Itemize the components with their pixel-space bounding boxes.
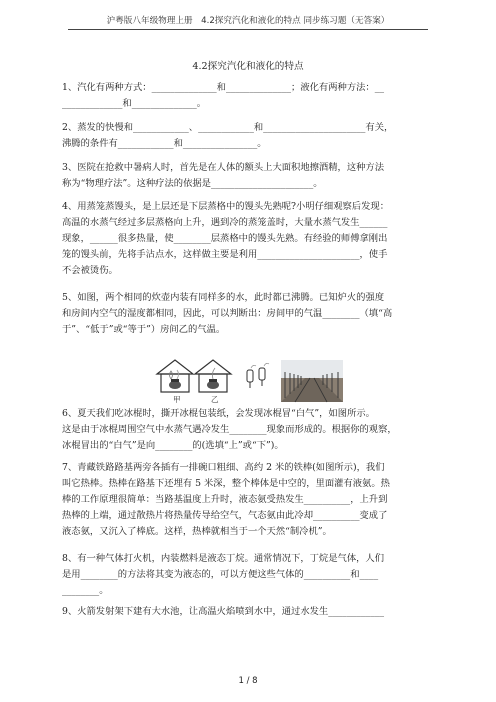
question-line: 称为“物理疗法”。这种疗法的依据是______________________。 — [62, 178, 323, 189]
question-7 — [62, 460, 430, 540]
question-4 — [62, 199, 430, 279]
question-line: 4、用蒸笼蒸馒头，是上层还是下层蒸格中的馒头先熟呢?小明仔细观察后发现： — [62, 201, 389, 212]
page-header: 沪粤版八年级物理上册 4.2探究汽化和液化的特点 同步练习题（无答案） — [106, 16, 390, 26]
question-line: 和房间内空气的湿度都相同，因此，可以判断出：房间甲的气温________（填“高 — [62, 308, 393, 319]
question-line: 6、夏天我们吃冰棍时，撕开冰棍包装纸，会发现冰棍冒“白气”，如图所示。 — [62, 408, 375, 419]
question-line: 高温的水蒸气经过多层蒸格向上升，遇到冷的蒸笼盖时，大量水蒸气发生______ — [62, 217, 388, 228]
question-1 — [62, 80, 430, 112]
question-line: 3、医院在抢救中暑病人时，首先是在人体的额头上大面积地擦酒精，这种方法 — [62, 162, 385, 173]
question-line: 热棒的上端，通过散热片将热量传导给空气，气态氨由此冷却__________变成了 — [62, 510, 388, 521]
question-5 — [62, 290, 430, 338]
question-9 — [62, 604, 430, 620]
railway-photo — [281, 360, 343, 402]
question-line: 1、汽化有两种方式：______________和______________；液化有两种方法：__ — [62, 82, 385, 93]
question-line: 是用________的方法将其变为液态的，可以方便这些气体的__________和____ — [62, 569, 379, 580]
question-line: _____________和______________。 — [62, 98, 207, 109]
page-number: 1 / 8 — [238, 676, 258, 686]
question-line: 不会被烫伤。 — [62, 265, 118, 276]
question-line: 8、有一种气体打火机，内装燃料是液态丁烷。通常情况下，丁烷是气体，人们 — [62, 553, 385, 564]
question-line: ________。 — [62, 585, 109, 596]
question-line: 液态氨，又沉入了棒底。这样，热棒就相当于一个天然“制冷机”。 — [62, 526, 332, 537]
question-line: 2、蒸发的快慢和____________、____________和______________________有关， — [62, 122, 394, 133]
question-3 — [62, 160, 430, 192]
question-8 — [62, 551, 430, 599]
figure-label-jia: 甲 — [173, 395, 181, 404]
question-line: 冰棍冒出的“白气”是向________的(选填“上”或“下”)。 — [62, 440, 284, 451]
figure-illustration — [155, 358, 345, 404]
question-line: 棒的工作原理很简单：当路基温度上升时，液态氨受热发生__________，上升到 — [62, 494, 388, 505]
question-line: 7、青藏铁路路基两旁各插有一排碗口粗细、高约 2 米的铁棒(如图所示)，我们 — [62, 462, 385, 473]
question-6 — [62, 406, 430, 454]
question-line: 于”、“低于”或“等于”）房间乙的气温。 — [62, 324, 226, 335]
house-yi-icon — [195, 360, 231, 392]
question-line: 叫它热棒。热棒在路基下还埋有 5 米深，整个棒体是中空的，里面灌有液氨。热 — [62, 478, 390, 489]
question-line: 5、如图，两个相同的炊壶内装有同样多的水，此时都已沸腾。已知炉火的强度 — [62, 292, 385, 303]
question-2 — [62, 120, 430, 152]
question-figure — [155, 358, 345, 404]
house-jia-icon — [157, 360, 193, 392]
figure-label-yi: 乙 — [211, 395, 219, 404]
question-line: 这是由于冰棍周围空气中水蒸气遇冷发生________现象而形成的。根据你的观察， — [62, 424, 397, 435]
question-line: 沸腾的条件有____________和________________。 — [62, 138, 267, 149]
page-title: 4.2探究汽化和液化的特点 — [192, 61, 304, 72]
header-rule — [68, 29, 428, 30]
popsicle-icon — [247, 363, 269, 388]
question-line: 9、火箭发射架下建有大水池，让高温火焰喷到水中，通过水发生____________ — [62, 606, 385, 617]
question-line: 现象，______很多热量，使________层蒸格中的馒头先熟。有经验的师傅拿刚出 — [62, 233, 388, 244]
question-line: 笼的馒头前，先将手沾点水，这样做主要是利用______________________，使手 — [62, 249, 388, 260]
